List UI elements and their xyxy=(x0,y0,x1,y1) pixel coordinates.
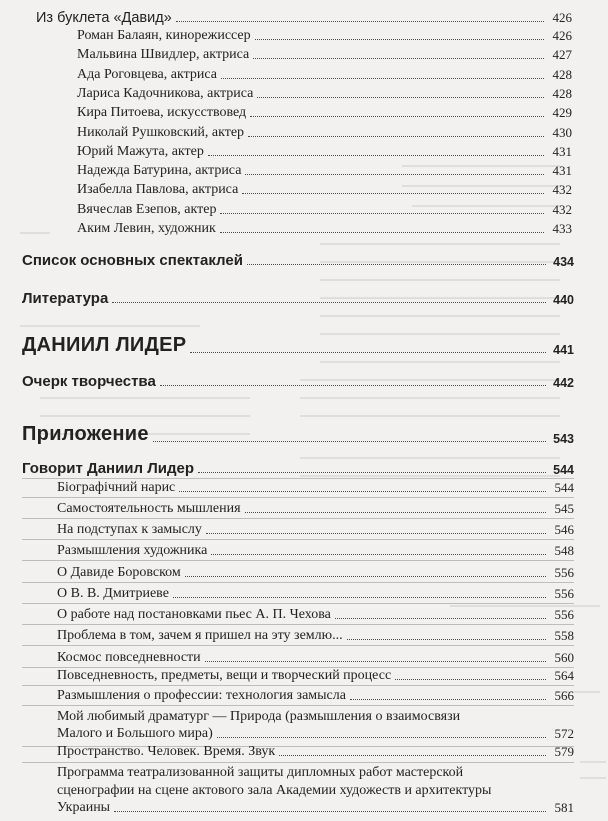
leader-dots xyxy=(179,491,546,492)
toc-entry-literature[interactable] xyxy=(22,285,574,307)
entry-title: Кира Питоева, искусствовед xyxy=(77,105,247,120)
toc-subentry[interactable] xyxy=(57,664,574,684)
toc-subentry[interactable] xyxy=(77,63,572,83)
entry-page: 431 xyxy=(552,144,572,159)
entry-title: Юрий Мажута, актер xyxy=(77,144,204,159)
entry-title: Список основных спектаклей xyxy=(22,252,243,269)
entry-page: 433 xyxy=(552,221,572,236)
toc-subentry[interactable] xyxy=(57,646,574,666)
toc-subentry-multiline[interactable] xyxy=(57,708,574,742)
entry-page: 441 xyxy=(553,343,574,357)
toc-section-lider[interactable] xyxy=(22,329,574,357)
leader-dots xyxy=(250,116,544,117)
entry-page: 546 xyxy=(554,522,574,537)
entry-title: О работе над постановками пьес А. П. Чехова xyxy=(57,607,331,622)
leader-dots xyxy=(205,661,546,662)
entry-title: Ада Роговцева, актриса xyxy=(77,67,217,82)
entry-page: 572 xyxy=(554,726,574,741)
leader-dots xyxy=(245,512,546,513)
entry-page: 432 xyxy=(552,182,572,197)
entry-title: Литература xyxy=(22,290,109,307)
entry-title: Изабелла Павлова, актриса xyxy=(77,182,239,197)
entry-title: Мальвина Швидлер, актриса xyxy=(77,47,250,62)
entry-title: Размышления художника xyxy=(57,543,208,558)
toc-section-appendix[interactable] xyxy=(22,418,574,446)
leader-dots xyxy=(242,193,544,194)
toc-subentry[interactable] xyxy=(57,740,574,760)
toc-subentry[interactable] xyxy=(57,561,574,581)
entry-title: Вячеслав Езепов, актер xyxy=(77,202,217,217)
entry-page: 566 xyxy=(554,688,574,703)
leader-dots xyxy=(220,213,544,214)
toc-entry-essay[interactable] xyxy=(22,368,574,390)
entry-title: Роман Балаян, кинорежиссер xyxy=(77,28,251,43)
entry-title: Надежда Батурина, актриса xyxy=(77,163,242,178)
toc-subentry[interactable] xyxy=(77,140,572,160)
leader-dots xyxy=(247,264,546,265)
entry-title: Говорит Даниил Лидер xyxy=(22,460,195,477)
leader-dots xyxy=(279,755,546,756)
leader-dots xyxy=(208,155,544,156)
section-title: ДАНИИЛ ЛИДЕР xyxy=(22,334,187,356)
toc-subentry[interactable] xyxy=(57,624,574,644)
toc-subentry[interactable] xyxy=(57,476,574,496)
toc-entry-speaks[interactable] xyxy=(22,455,574,477)
entry-title: Біографічний нарис xyxy=(57,480,176,495)
entry-title: Очерк творчества xyxy=(22,373,156,390)
toc-subentry[interactable] xyxy=(57,539,574,559)
leader-dots xyxy=(220,232,544,233)
leader-dots xyxy=(206,533,546,534)
toc-subentry[interactable] xyxy=(77,101,572,121)
toc-subentry[interactable] xyxy=(57,497,574,517)
entry-page: 560 xyxy=(554,650,574,665)
entry-page: 428 xyxy=(552,67,572,82)
entry-title: Космос повседневности xyxy=(57,650,201,665)
entry-title-line: Украины xyxy=(57,800,111,815)
leader-dots xyxy=(335,618,546,619)
entry-page: 440 xyxy=(553,293,574,307)
toc-subentry[interactable] xyxy=(77,24,572,44)
toc-entry-performances[interactable] xyxy=(22,247,574,269)
toc-subentry[interactable] xyxy=(77,217,572,237)
entry-title: Пространство. Человек. Время. Звук xyxy=(57,744,276,759)
entry-title-line: Программа театрализованной защиты дипломных работ мастерской xyxy=(57,765,464,780)
leader-dots xyxy=(245,174,544,175)
entry-title: Проблема в том, зачем я пришел на эту землю... xyxy=(57,628,343,643)
toc-subentry[interactable] xyxy=(57,684,574,704)
entry-page: 543 xyxy=(553,432,574,446)
entry-title: Размышления о профессии: технология замысла xyxy=(57,688,346,703)
entry-page: 429 xyxy=(552,105,572,120)
entry-page: 545 xyxy=(554,501,574,516)
entry-page: 544 xyxy=(554,480,574,495)
leader-dots xyxy=(217,737,546,738)
leader-dots xyxy=(211,554,546,555)
entry-page: 556 xyxy=(554,586,574,601)
divider xyxy=(22,705,574,706)
leader-dots xyxy=(257,97,544,98)
toc-subentry[interactable] xyxy=(57,603,574,623)
leader-dots xyxy=(190,352,546,353)
entry-title: Аким Левин, художник xyxy=(77,221,216,236)
entry-page: 558 xyxy=(554,628,574,643)
toc-subentry[interactable] xyxy=(77,121,572,141)
entry-page: 426 xyxy=(552,28,572,43)
entry-page: 564 xyxy=(554,668,574,683)
entry-title: Повседневность, предметы, вещи и творческий процесс xyxy=(57,668,392,683)
entry-title: На подступах к замыслу xyxy=(57,522,202,537)
entry-page: 431 xyxy=(552,163,572,178)
leader-dots xyxy=(176,21,544,22)
leader-dots xyxy=(253,58,544,59)
entry-page: 544 xyxy=(553,463,574,477)
entry-page: 427 xyxy=(552,47,572,62)
leader-dots xyxy=(248,136,544,137)
entry-title-line: Малого и Большого мира) xyxy=(57,726,213,741)
entry-page: 548 xyxy=(554,543,574,558)
leader-dots xyxy=(173,597,546,598)
toc-subentry-multiline[interactable] xyxy=(57,764,574,816)
leader-dots xyxy=(221,78,544,79)
section-title: Приложение xyxy=(22,423,149,445)
entry-title: Николай Рушковский, актер xyxy=(77,125,245,140)
entry-title: Самостоятельность мышления xyxy=(57,501,241,516)
toc-subentry[interactable] xyxy=(77,198,572,218)
leader-dots xyxy=(112,302,546,303)
entry-page: 579 xyxy=(554,744,574,759)
entry-title-line: Мой любимый драматург — Природа (размышления о взаимосвязи xyxy=(57,709,461,724)
toc-subentry[interactable] xyxy=(77,43,572,63)
leader-dots xyxy=(255,39,544,40)
entry-last-row xyxy=(57,800,574,816)
entry-page: 434 xyxy=(553,255,574,269)
entry-title: О В. В. Дмитриеве xyxy=(57,586,169,601)
leader-dots xyxy=(395,679,546,680)
leader-dots xyxy=(347,639,546,640)
entry-title: О Давиде Боровском xyxy=(57,565,181,580)
leader-dots xyxy=(198,472,546,473)
entry-page: 432 xyxy=(552,202,572,217)
leader-dots xyxy=(153,441,546,442)
entry-page: 581 xyxy=(554,800,574,815)
entry-page: 426 xyxy=(552,10,572,25)
toc-subentry[interactable] xyxy=(57,582,574,602)
leader-dots xyxy=(185,576,546,577)
entry-title-line: сценографии на сцене актового зала Академии художеств и архитектуры xyxy=(57,783,492,798)
toc-subentry[interactable] xyxy=(77,178,572,198)
toc-subentry[interactable] xyxy=(57,518,574,538)
entry-title: Из буклета «Давид» xyxy=(36,10,172,26)
entry-page: 442 xyxy=(553,376,574,390)
divider xyxy=(22,762,574,763)
leader-dots xyxy=(114,811,546,812)
entry-title: Лариса Кадочникова, актриса xyxy=(77,86,254,101)
toc-subentry[interactable] xyxy=(77,159,572,179)
leader-dots xyxy=(350,699,546,700)
toc-subentry[interactable] xyxy=(77,82,572,102)
toc-entry-booklet[interactable] xyxy=(36,6,572,26)
entry-page: 556 xyxy=(554,607,574,622)
entry-page: 430 xyxy=(552,125,572,140)
leader-dots xyxy=(160,385,546,386)
entry-page: 556 xyxy=(554,565,574,580)
entry-page: 428 xyxy=(552,86,572,101)
